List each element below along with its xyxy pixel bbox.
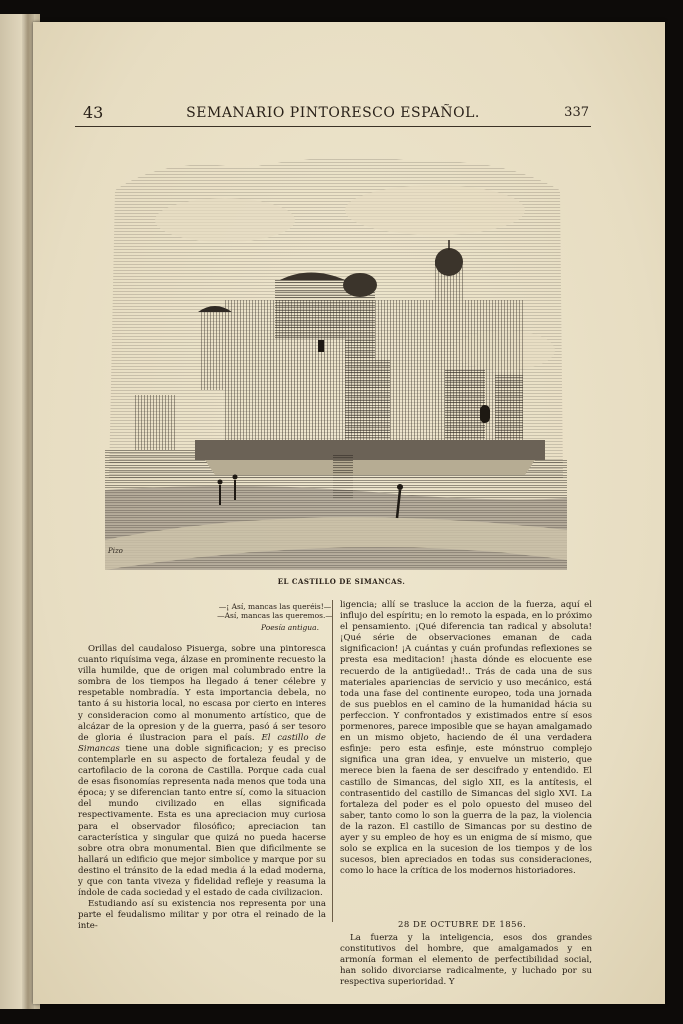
epigraph (205, 603, 345, 633)
issue-date: 28 DE OCTUBRE DE 1856. (398, 920, 527, 930)
text-column-left (78, 644, 326, 932)
paragraph: Estudiando así su existencia nos representa por una parte el feudalismo militar y por otra el reinado de la inte- (78, 899, 326, 932)
paragraph: ligencia; allí se trasluce la accion de la fuerza, aquí el influjo del espíritu; en lo remoto la espada, en lo próximo el pensamiento. ¡Qué diferencia tan radical y absoluta! ¡Qué série de observaciones emanan de cada significacion! ¡A cuántas y cuán profundas reflexiones se presta esa meditacion! ¡hasta dónde es elocuente ese recuerdo de la antigüedad!.. Trás de cada una de sus materiales apariencias de servicio y uso mecánico, está toda una fase del continente europeo, toda una jornada de sus pueblos en el camino de la humanidad hácia su perfeccion. Y confrontados y existimados entre sí esos pormenores, parece imposible que se hayan amalgamado en un mismo objeto, haciendo de él una verdadera esfinje: pero esta esfinje, este mónstruo complejo significa una gran idea, y envuelve un misterio, que merece bien la faena de ser descifrado y entendido. El castillo de Simancas, del siglo XII, es la antítesis, el contrasentido del castillo de Simancas del siglo XVI. La fortaleza del poder es el polo opuesto del museo del saber, tanto como lo son la guerra de la paz, la violencia de la razon. El castillo de Simancas por su destino de ayer y su empleo de hoy es un enigma de sí mismo, que solo se explica en la sucesion de los tiempos y de los sucesos, bien apreciados en todas sus consideraciones, como lo hace la crítica de los modernos historiadores. (340, 600, 592, 877)
paragraph: La fuerza y la inteligencia, esos dos grandes constitutivos del hombre, que amalgamados y en armonía forman el elemento de perfectibilidad social, han solido divorciarse radicalmente, y luchado por su respectiva superioridad. Y (340, 933, 592, 988)
epigraph-source: Poesía antigua. (260, 623, 319, 632)
epigraph-line: —Así, mancas las queremos.— (217, 610, 333, 620)
page-number-right: 337 (564, 105, 589, 120)
paragraph-continued: tiene una doble significacion; y es preciso contemplarle en su aspecto de fortaleza feudal y de cartofilacio de la corona de Castilla. Porque cada cual de esas fisonomías representa nada menos que toda una época; y se diferencian tanto entre sí, como la situacion del mundo civilizado en ellas significada respectivamente. Esta es una apreciacion muy curiosa para el observador filosófico; apreciacion tan característica y singular que quizá no pueda hacerse sobre otra obra monumental. Bien que dificilmente se hallará un edificio que mejor simbolice y marque por su destino el tránsito de la edad media á la edad moderna, y que con tanta viveza y fidelidad refleje y reasuma la índole de cada sociedad y el estado de cada civilizacion. (78, 743, 326, 899)
paragraph: Orillas del caudaloso Pisuerga, sobre una pintoresca cuanto riquísima vega, álzase en prominente recuesto la villa humilde, que de origen mal columbrado entre la sombra de los tiempos ha llegado á tener célebre y respetable nombradía. Y esta importancia debela, no tanto á su historia local, no escasa por cierto en interes y consideracion como al monumento artístico, que de alcázar de la opresion y de la guerra, pasó á ser tesoro de gloria é ilustracion para el país. (78, 644, 326, 743)
text-column-right-tail (340, 933, 592, 988)
epigraph-line: —¡ Así, mancas las queréis!— (218, 602, 332, 611)
text-column-right (340, 600, 592, 877)
publication-title: SEMANARIO PINTORESCO ESPAÑOL. (186, 105, 480, 121)
column-divider (332, 600, 333, 922)
figure-caption: EL CASTILLO DE SIMANCAS. (277, 577, 406, 586)
engraver-signature: Pizo (108, 547, 123, 555)
page-number-left: 43 (83, 103, 104, 122)
castle-engraving (105, 150, 567, 570)
running-header (75, 100, 591, 127)
italic-title: El castillo de Simancas (78, 732, 327, 754)
